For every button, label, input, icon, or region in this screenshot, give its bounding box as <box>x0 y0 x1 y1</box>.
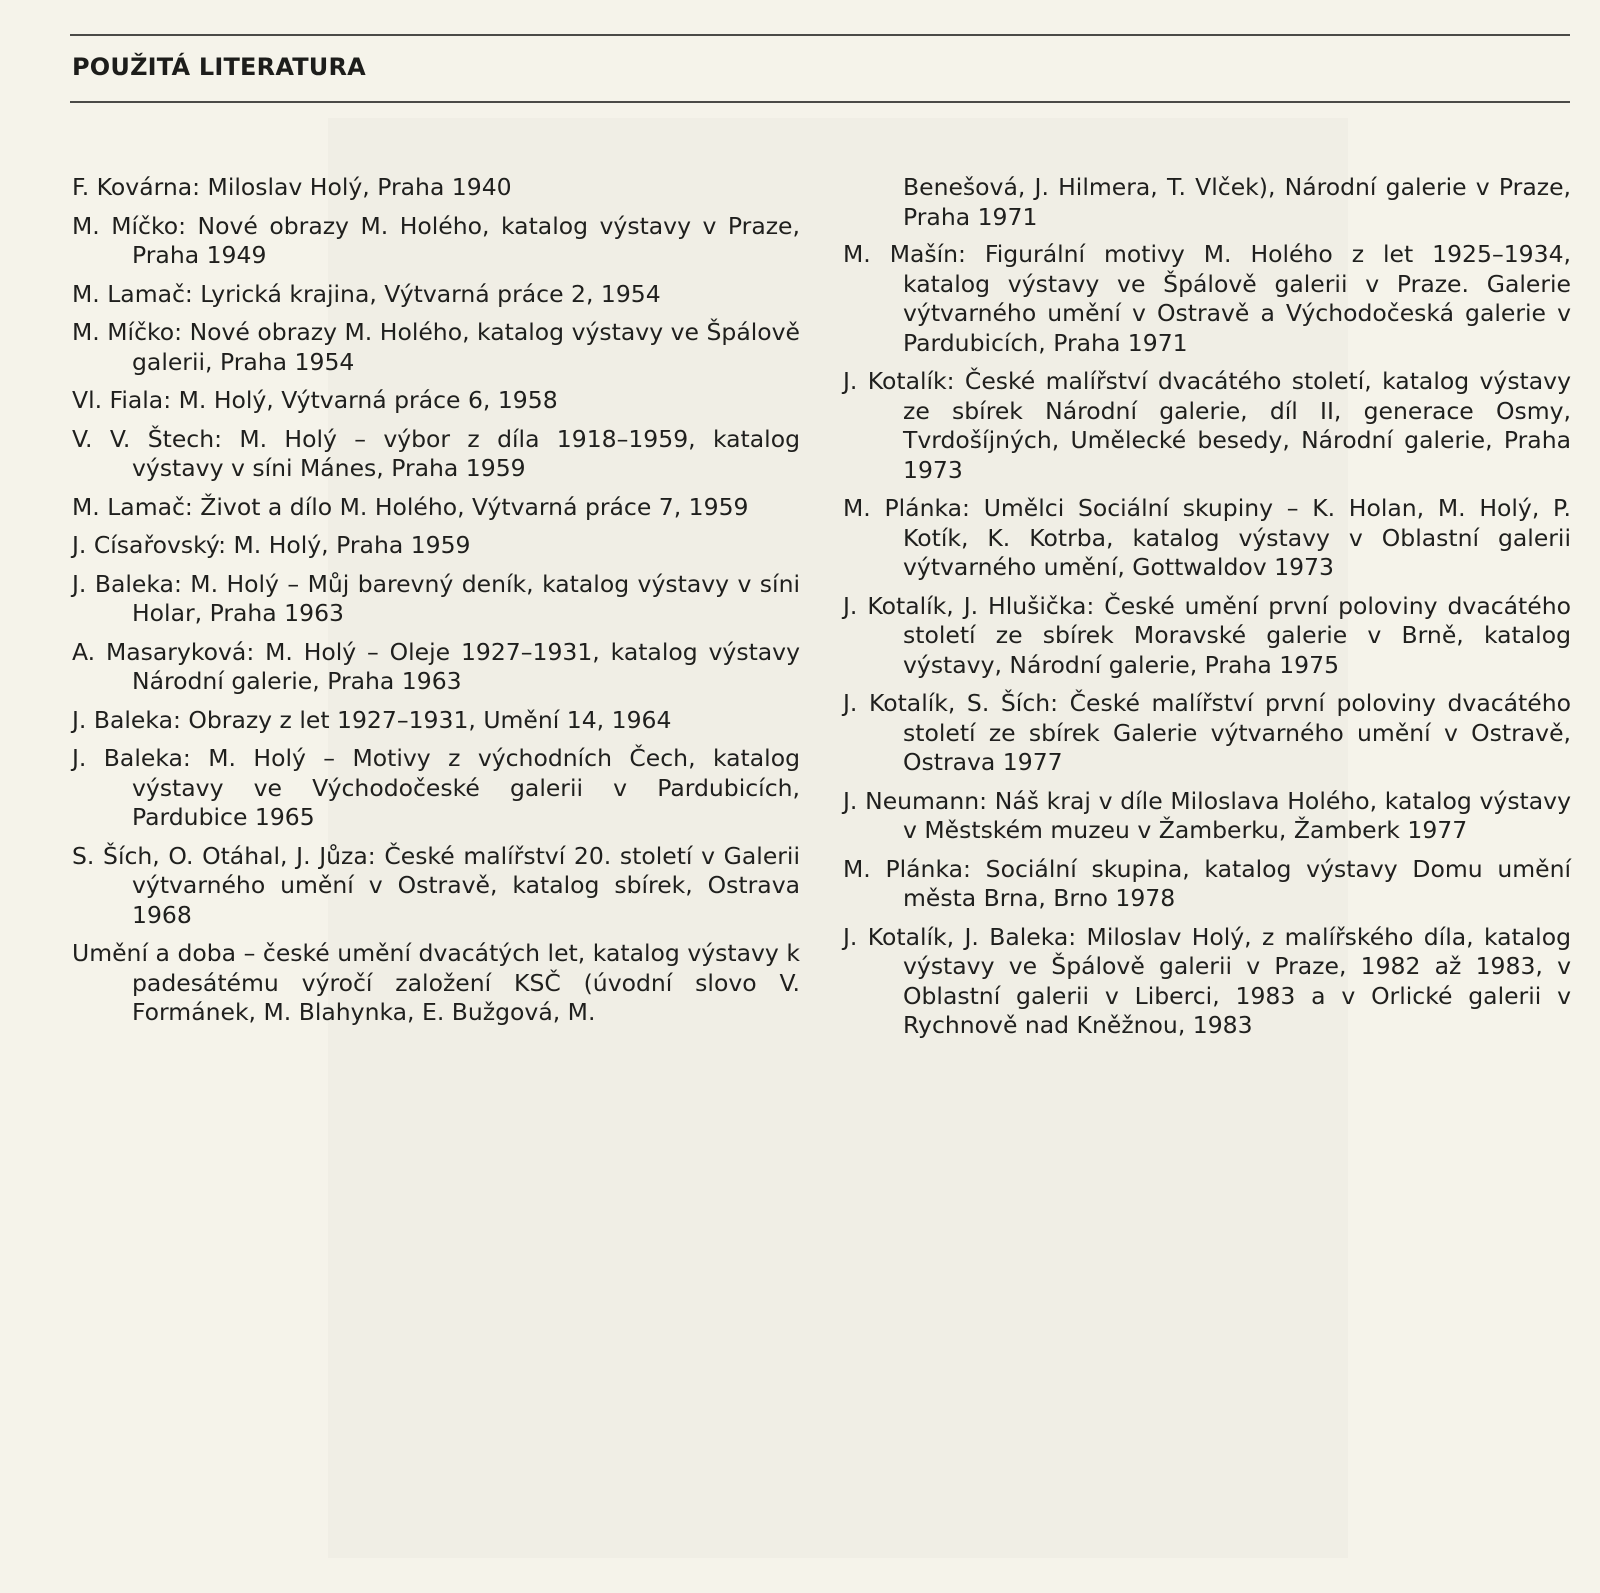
literature-entry: M. Plánka: Sociální skupina, katalog výstavy Domu umění města Brna, Brno 1978 <box>843 854 1571 912</box>
literature-entry: J. Kotalík, S. Ších: České malířství první poloviny dvacátého století ze sbírek Galerie výtvarného umění v Ostravě, Ostrava 1977 <box>843 689 1571 776</box>
literature-entry: Umění a doba – české umění dvacátých let, katalog výstavy k padesátému výročí založení KSČ (úvodní slovo V. Formánek, M. Blahynka, E. Bužgová, M. <box>72 939 800 1026</box>
literature-entry: M. Lamač: Život a dílo M. Holého, Výtvarná práce 7, 1959 <box>72 492 749 521</box>
page-heading: POUŽITÁ LITERATURA <box>72 53 366 81</box>
literature-entry-continuation: Benešová, J. Hilmera, T. Vlček), Národní galerie v Praze, Praha 1971 <box>903 173 1571 231</box>
literature-entry: J. Baleka: Obrazy z let 1927–1931, Umění 14, 1964 <box>72 705 672 734</box>
literature-entry: J. Baleka: M. Holý – Motivy z východních Čech, katalog výstavy ve Východočeské galerii v Pardubicích, Pardubice 1965 <box>72 744 800 831</box>
literature-entry: M. Lamač: Lyrická krajina, Výtvarná práce 2, 1954 <box>72 279 661 308</box>
literature-entry: J. Neumann: Náš kraj v díle Miloslava Holého, katalog výstavy v Městském muzeu v Žamberku, Žamberk 1977 <box>843 786 1571 844</box>
literature-entry: M. Plánka: Umělci Sociální skupiny – K. Holan, M. Holý, P. Kotík, K. Kotrba, katalog výstavy v Oblastní galerii výtvarného umění, Gottwaldov 1973 <box>843 494 1571 581</box>
literature-entry: J. Císařovský: M. Holý, Praha 1959 <box>72 531 471 559</box>
literature-entry: J. Kotalík, J. Hlušička: České umění první poloviny dvacátého století ze sbírek Moravské galerie v Brně, katalog výstavy, Národní galerie, Praha 1975 <box>843 591 1571 679</box>
literature-column-left <box>72 173 800 1037</box>
top-rule <box>70 34 1570 36</box>
literature-entry: M. Míčko: Nové obrazy M. Holého, katalog výstavy ve Špálově galerii, Praha 1954 <box>72 318 800 376</box>
literature-entry: M. Mašín: Figurální motivy M. Holého z let 1925–1934, katalog výstavy ve Špálově galerii v Praze. Galerie výtvarného umění v Ostravě a Východočeská galerie v Pardubicích, Praha 1971 <box>843 240 1571 357</box>
literature-entry: J. Kotalík, J. Baleka: Miloslav Holý, z malířského díla, katalog výstavy ve Špálově galerii v Praze, 1982 až 1983, v Oblastní galerii v Liberci, 1983 a v Orlické galerii v Rychnově nad Kněžnou, 1983 <box>843 922 1571 1039</box>
literature-entry: F. Kovárna: Miloslav Holý, Praha 1940 <box>72 173 512 201</box>
literature-entry: J. Kotalík: České malířství dvacátého století, katalog výstavy ze sbírek Národní galerie, díl II, generace Osmy, Tvrdošíjných, Umělecké besedy, Národní galerie, Praha 1973 <box>843 367 1571 484</box>
literature-entry: S. Ších, O. Otáhal, J. Jůza: České malířství 20. století v Galerii výtvarného umění v Ostravě, katalog sbírek, Ostrava 1968 <box>72 841 800 929</box>
literature-entry: V. V. Štech: M. Holý – výbor z díla 1918–1959, katalog výstavy v síni Mánes, Praha 1959 <box>72 424 800 482</box>
literature-entry: Vl. Fiala: M. Holý, Výtvarná práce 6, 1958 <box>72 386 558 414</box>
literature-entry: M. Míčko: Nové obrazy M. Holého, katalog výstavy v Praze, Praha 1949 <box>72 211 800 269</box>
heading-rule <box>70 101 1570 103</box>
literature-entry: A. Masaryková: M. Holý – Oleje 1927–1931, katalog výstavy Národní galerie, Praha 1963 <box>72 637 800 695</box>
literature-column-right <box>843 173 1571 1050</box>
literature-entry: J. Baleka: M. Holý – Můj barevný deník, katalog výstavy v síni Holar, Praha 1963 <box>72 569 800 627</box>
